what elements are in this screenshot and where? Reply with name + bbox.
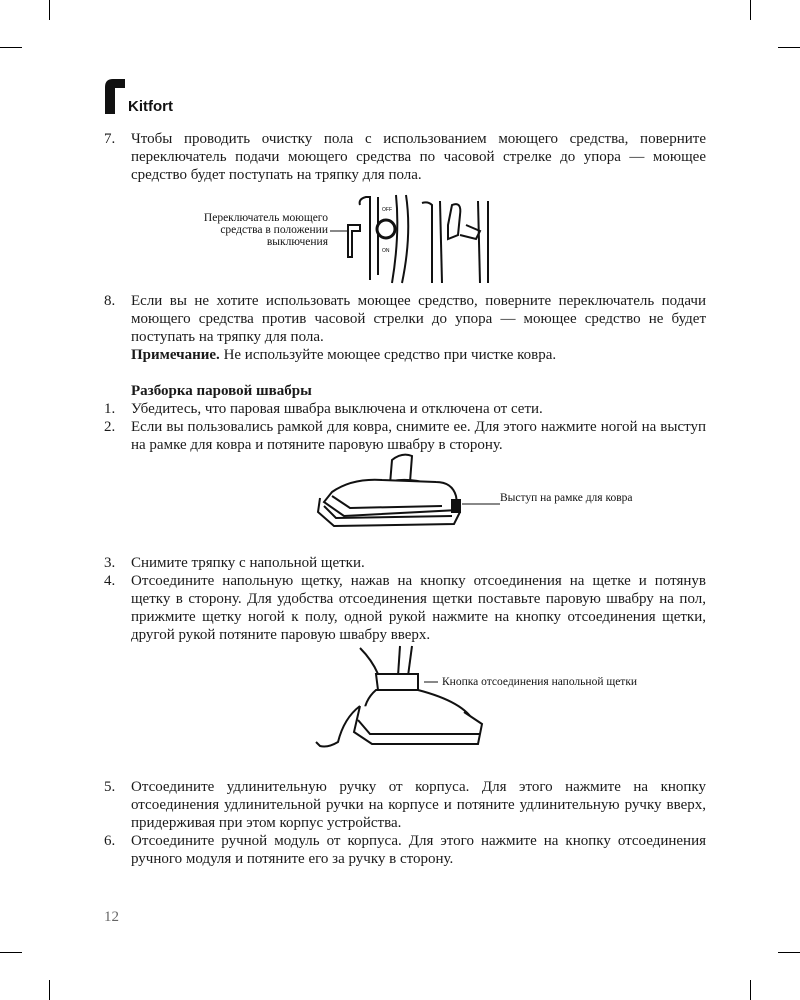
list-item [104,292,706,346]
item-number: 6. [104,833,116,849]
figure3-caption: Кнопка отсоединения напольной щетки [442,676,638,688]
crop-mark [0,952,22,953]
page-number: 12 [104,909,119,925]
item-text: Если вы пользовались рамкой для ковра, снимите ее. Для этого нажмите ногой на выступ на рамке для ковра и потяните паровую швабру в сторону. [131,419,706,453]
crop-mark [750,0,751,20]
item-number: 7. [104,131,116,147]
carpet-frame-figure [312,452,502,534]
note-text: Не используйте моющее средство при чистке ковра. [223,347,557,363]
item-number: 1. [104,401,116,417]
steps-block-b [104,292,706,454]
brand-logo [104,78,173,114]
item-number: 8. [104,293,116,309]
item-text: Отсоедините ручной модуль от корпуса. Для этого нажмите на кнопку отсоединения ручного модуля и потяните его за ручку в сторону. [131,833,706,867]
crop-mark [49,0,50,20]
item-text: Чтобы проводить очистку пола с использованием моющего средства, поверните переключатель подачи моющего средства по часовой стрелке до упора — моющее средство будет поступать на тряпку для пола. [131,131,706,183]
item-text: Снимите тряпку с напольной щетки. [131,555,365,571]
item-number: 4. [104,573,116,589]
item-number: 3. [104,555,116,571]
crop-mark [0,47,22,48]
figure2-caption: Выступ на рамке для ковра [500,492,633,504]
crop-mark [778,47,800,48]
note [104,346,706,364]
section-heading-row [104,382,706,400]
list-item [104,400,706,418]
brush-release-figure [314,646,576,758]
crop-mark [750,980,751,1000]
section-title: Разборка паровой швабры [131,383,312,399]
list-item [104,130,706,184]
list-item [104,418,706,454]
brand-name: Kitfort [128,98,173,115]
list-item [104,554,706,572]
item-number: 2. [104,419,116,435]
item-text: Отсоедините напольную щетку, нажав на кнопку отсоединения на щетке и потянув щетку в сторону. Для удобства отсоединения щетки поставьте паровую швабру на пол, прижмите щетку ногой к полу, одной рукой нажмите на кнопку отсоединения щетки, другой рукой потяните паровую швабру вверх. [131,573,706,643]
item-number: 5. [104,779,116,795]
detergent-switch-figure [330,195,500,290]
list-item [104,778,706,832]
crop-mark [49,980,50,1000]
switch-label-on: ON [382,248,390,254]
crop-mark [778,952,800,953]
item-text: Отсоедините удлинительную ручку от корпуса. Для этого нажмите на кнопку отсоединения удлинительной ручки на корпусе и потяните удлинительную ручку вверх, придерживая при этом корпус устройства. [131,779,706,831]
figure1-caption: Переключатель моющего средства в положении выключения [203,212,328,248]
list-item [104,832,706,868]
kitfort-logo-icon [104,78,126,114]
note-label: Примечание. [131,347,220,363]
switch-label-off: OFF [382,207,392,213]
steps-block-e [104,778,706,868]
steps-block-a [104,130,706,184]
item-text: Если вы не хотите использовать моющее средство, поверните переключатель подачи моющего средства против часовой стрелки до упора — моющее средство не будет поступать на тряпку для пола. [131,293,706,345]
list-item [104,572,706,644]
steps-block-d [104,554,706,644]
item-text: Убедитесь, что паровая швабра выключена и отключена от сети. [131,401,543,417]
